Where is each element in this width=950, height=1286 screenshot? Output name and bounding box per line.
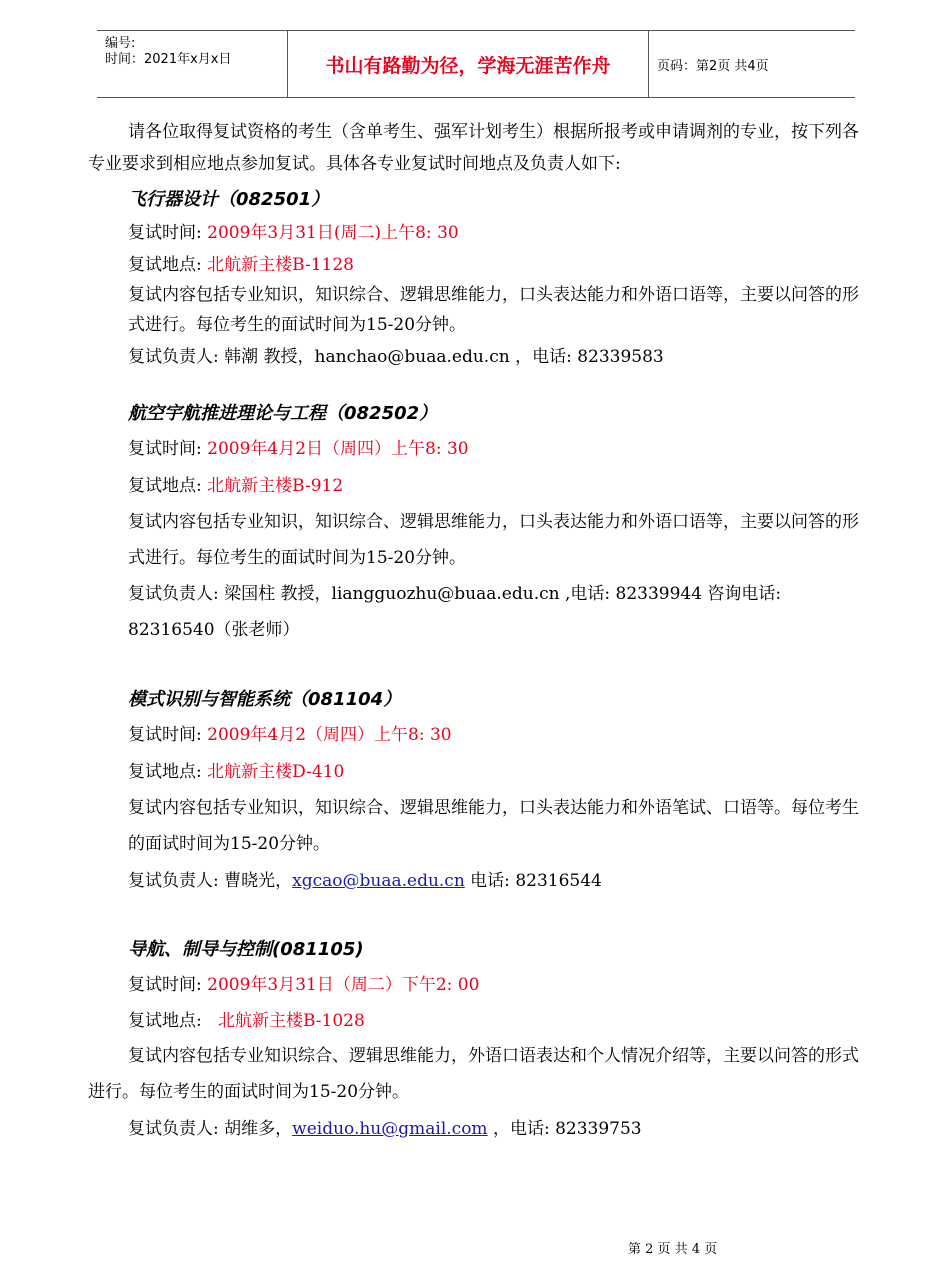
exam-place-line xyxy=(128,468,868,504)
section-title: 飞行器设计（082501） xyxy=(128,189,330,210)
contact-suffix: 电话: 82316544 xyxy=(464,871,602,891)
time-label: 复试时间: xyxy=(128,223,202,243)
page-header xyxy=(97,30,855,98)
exam-content: 复试内容包括专业知识，知识综合、逻辑思维能力，口头表达能力和外语口语等，主要以问答的形式进行。每位考生的面试时间为15-20分钟。 xyxy=(128,512,859,568)
exam-time-line xyxy=(128,716,868,754)
contact-prefix: 复试负责人: 胡维多， xyxy=(128,1119,293,1139)
exam-place-line xyxy=(128,754,868,790)
time-label: 复试时间: xyxy=(128,975,202,995)
time-label: 复试时间: xyxy=(128,725,202,745)
place-value: 北航新主楼D-410 xyxy=(207,762,345,782)
number-label: 编号: xyxy=(105,36,136,51)
place-value: 北航新主楼B-912 xyxy=(207,476,344,496)
exam-place-line xyxy=(128,1004,868,1038)
place-label: 复试地点: xyxy=(128,476,202,496)
header-page-info: 页码：第2页 共4页 xyxy=(657,58,769,74)
section-082502 xyxy=(88,398,868,648)
exam-time-line xyxy=(128,430,868,468)
exam-time-line xyxy=(128,216,868,250)
time-value: 2009年3月31日(周二)上午8: 30 xyxy=(207,223,459,243)
section-082501 xyxy=(88,184,868,374)
page-footer: 第 2 页 共 4 页 xyxy=(628,1242,718,1257)
document-body xyxy=(88,116,868,1148)
contact-line xyxy=(128,340,868,374)
place-label: 复试地点: xyxy=(128,762,202,782)
contact-email-link[interactable]: weiduo.hu@gmail.com xyxy=(292,1119,488,1139)
place-value: 北航新主楼B-1128 xyxy=(207,255,354,275)
contact-line: 复试负责人: 梁国柱 教授，liangguozhu@buaa.edu.cn ,电话: 82339944 咨询电话: 82316540（张老师） xyxy=(128,584,782,640)
contact-email-link[interactable]: xgcao@buaa.edu.cn xyxy=(292,871,465,891)
header-meta xyxy=(97,31,287,97)
contact-prefix: 复试负责人: 曹晓光， xyxy=(128,871,293,891)
time-value: 2009年3月31日（周二）下午2: 00 xyxy=(207,975,480,995)
exam-content: 复试内容包括专业知识，知识综合、逻辑思维能力，口头表达能力和外语笔试、口语等。每位考生的面试时间为15-20分钟。 xyxy=(128,798,859,854)
exam-content: 复试内容包括专业知识综合、逻辑思维能力，外语口语表达和个人情况介绍等，主要以问答的形式进行。每位考生的面试时间为15-20分钟。 xyxy=(88,1046,859,1102)
section-title: 航空宇航推进理论与工程（082502） xyxy=(128,403,438,424)
time-label: 时间：2021年x月x日 xyxy=(105,52,232,67)
contact-text: 复试负责人: 韩潮 教授，hanchao@buaa.edu.cn ，电话: 82339583 xyxy=(128,347,664,367)
place-value: 北航新主楼B-1028 xyxy=(217,1011,365,1031)
place-label: 复试地点: xyxy=(128,255,202,275)
time-value: 2009年4月2（周四）上午8: 30 xyxy=(207,725,452,745)
section-081104 xyxy=(88,684,868,900)
exam-time-line xyxy=(128,966,868,1004)
section-081105 xyxy=(88,934,868,1148)
place-label: 复试地点: xyxy=(128,1011,202,1031)
time-value: 2009年4月2日（周四）上午8: 30 xyxy=(207,439,469,459)
section-title: 模式识别与智能系统（081104） xyxy=(128,689,402,710)
contact-suffix: ，电话: 82339753 xyxy=(487,1119,642,1139)
exam-place-line xyxy=(128,250,868,280)
time-label: 复试时间: xyxy=(128,439,202,459)
intro-paragraph: 请各位取得复试资格的考生（含单考生、强军计划考生）根据所报考或申请调剂的专业，按下列各专业要求到相应地点参加复试。具体各专业复试时间地点及负责人如下: xyxy=(88,122,859,174)
section-title: 导航、制导与控制(081105) xyxy=(128,939,364,960)
contact-line xyxy=(128,862,868,900)
exam-content: 复试内容包括专业知识，知识综合、逻辑思维能力，口头表达能力和外语口语等，主要以问答的形式进行。每位考生的面试时间为15-20分钟。 xyxy=(128,285,859,335)
contact-line xyxy=(128,1110,868,1148)
header-motto: 书山有路勤为径，学海无涯苦作舟 xyxy=(287,31,649,97)
